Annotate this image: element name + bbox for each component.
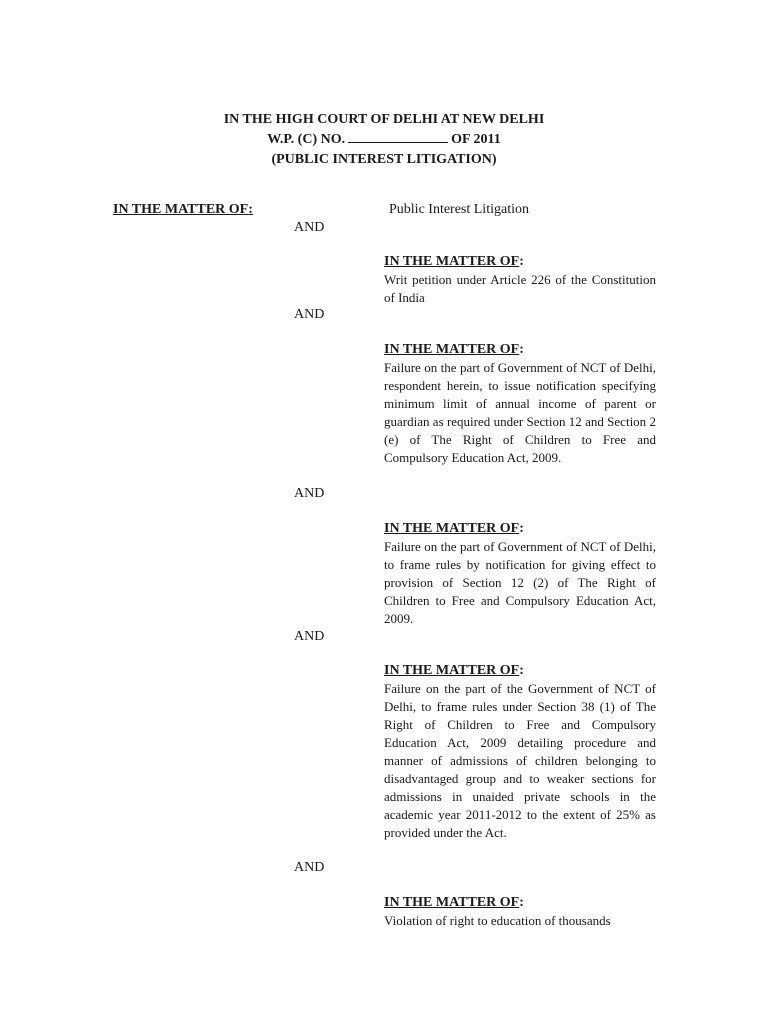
petition-number-blank (348, 130, 448, 143)
and-connector: AND (294, 860, 325, 875)
intro-matter-label: IN THE MATTER OF: (113, 202, 253, 217)
court-name: IN THE HIGH COURT OF DELHI AT NEW DELHI (223, 112, 545, 127)
matter-section (384, 341, 656, 467)
and-connector: AND (294, 307, 325, 322)
matter-section (384, 662, 656, 842)
matter-body: Failure on the part of Government of NCT of Delhi, respondent herein, to issue notification specifying minimum limit of annual income of parent or guardian as required under Section 12 and Section 2 (e) of The Right of Children to Free and Compulsory Education Act, 2009. (384, 360, 656, 465)
and-connector: AND (294, 220, 325, 235)
petition-number-line (0, 130, 768, 150)
document-heading (0, 110, 768, 170)
matter-title: IN THE MATTER OF: (384, 521, 524, 536)
matter-title: IN THE MATTER OF: (384, 895, 524, 910)
and-connector: AND (294, 629, 325, 644)
matter-body: Failure on the part of Government of NCT of Delhi, to frame rules by notification for giving effect to provision of Section 12 (2) of The Right of Children to Free and Compulsory Education Act, 2009. (384, 539, 656, 626)
matter-section (384, 894, 656, 930)
matter-title: IN THE MATTER OF: (384, 663, 524, 678)
petition-suffix: OF 2011 (451, 132, 501, 147)
matter-section (384, 253, 656, 307)
intro-matter-text: Public Interest Litigation (389, 202, 529, 217)
matter-title: IN THE MATTER OF: (384, 342, 524, 357)
matter-body: Violation of right to education of thousands (384, 913, 611, 928)
matter-body: Failure on the part of the Government of NCT of Delhi, to frame rules under Section 38 (1) of The Right of Children to Free and Compulsory Education Act, 2009 detailing procedure and manner of admissions of children belonging to disadvantaged group and to weaker sections for admissions in unaided private schools in the academic year 2011-2012 to the extent of 25% as provided under the Act. (384, 681, 656, 840)
matter-body: Writ petition under Article 226 of the Constitution of India (384, 272, 656, 305)
petition-prefix: W.P. (C) NO. (267, 132, 346, 147)
petition-type: (PUBLIC INTEREST LITIGATION) (271, 152, 497, 167)
and-connector: AND (294, 486, 325, 501)
matter-title: IN THE MATTER OF: (384, 254, 524, 269)
matter-section (384, 520, 656, 628)
